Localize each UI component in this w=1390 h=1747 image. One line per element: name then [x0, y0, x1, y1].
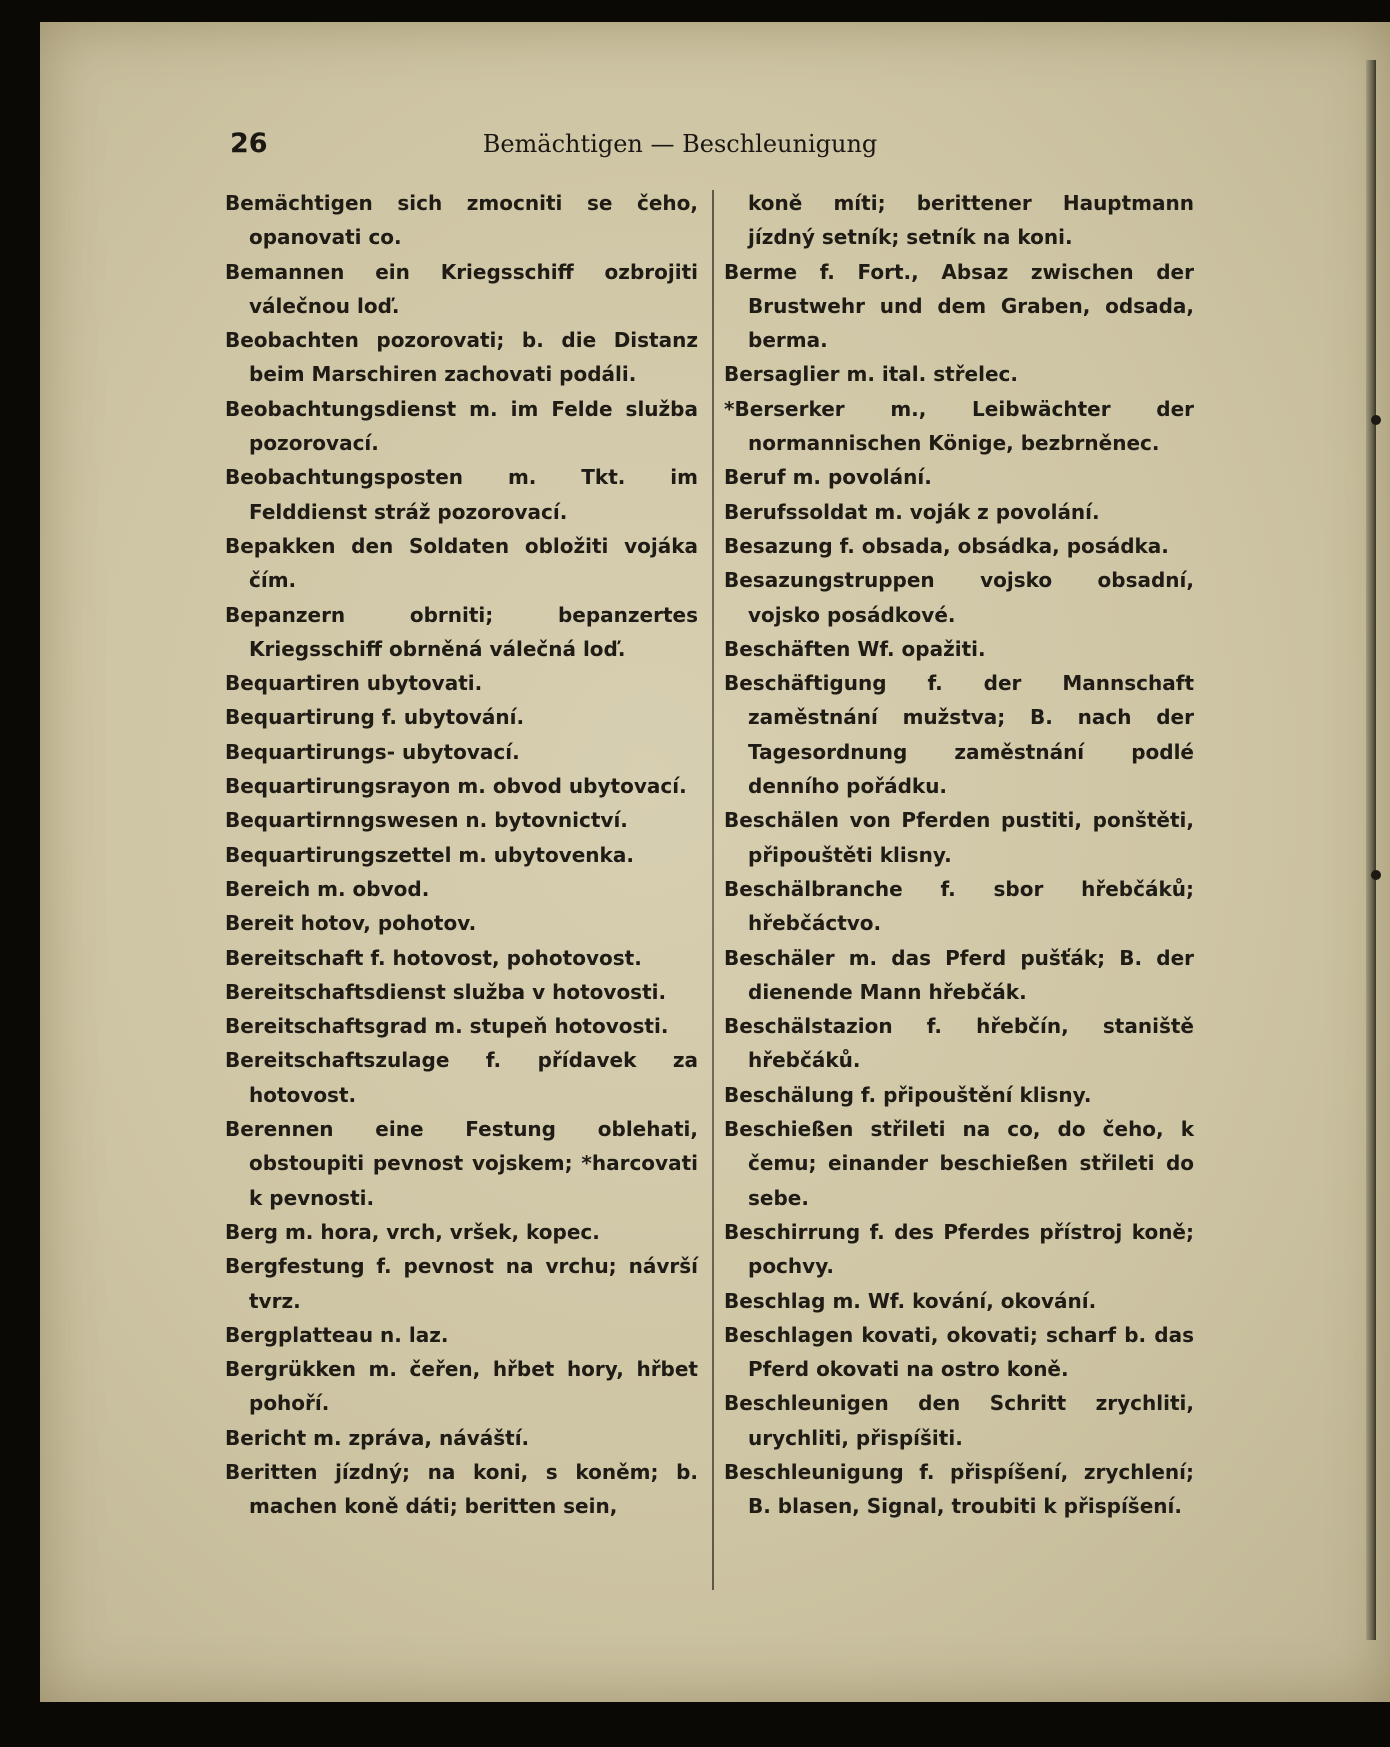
edge-mark-dot — [1371, 870, 1381, 880]
dictionary-entry: Beschälbranche f. sbor hřebčáků; hřebčáctvo. — [724, 876, 1194, 936]
dictionary-entry: Beschäftigung f. der Mannschaft zaměstnání mužstva; B. nach der Tagesordnung zaměstnání podlé denního pořádku. — [724, 671, 1194, 799]
dictionary-entry: Beschäften Wf. opažiti. — [724, 636, 986, 661]
dictionary-entry: Bequartirungs- ubytovací. — [225, 739, 520, 764]
dictionary-entry: Beruf m. povolání. — [724, 465, 932, 490]
dictionary-entry: Bergfestung f. pevnost na vrchu; návrší tvrz. — [225, 1254, 698, 1313]
edge-mark-dot — [1371, 415, 1381, 425]
dictionary-entry: Bequartirungszettel m. ubytovenka. — [225, 842, 634, 867]
dictionary-entry: Beobachtungsdienst m. im Felde služba pozorovací. — [225, 396, 698, 456]
page-edge-binding — [1366, 60, 1376, 1640]
dictionary-entry: Berg m. hora, vrch, vršek, kopec. — [225, 1219, 600, 1244]
dictionary-entry: Beschäler m. das Pferd pušťák; B. der dienende Mann hřebčák. — [724, 945, 1194, 1004]
dictionary-entry: Berufssoldat m. voják z povolání. — [724, 499, 1100, 524]
running-head: Bemächtigen — Beschleunigung — [482, 130, 878, 158]
page-header — [230, 128, 1360, 168]
dictionary-entry: Beschleunigung f. přispíšení, zrychlení; B. blasen, Signal, troubiti k přispíšení. — [724, 1459, 1194, 1519]
dictionary-entry: Beschirrung f. des Pferdes přístroj koně; pochvy. — [724, 1219, 1194, 1279]
dictionary-entry: Bereitschaft f. hotovost, pohotovost. — [225, 945, 642, 970]
dictionary-entry: Bemannen ein Kriegsschiff ozbrojiti válečnou loď. — [225, 259, 698, 318]
dictionary-entry: Beschälung f. připouštění klisny. — [724, 1082, 1092, 1107]
dictionary-entry: Bequartiren ubytovati. — [225, 671, 483, 696]
page-number: 26 — [230, 128, 268, 159]
dictionary-entry: Besazungstruppen vojsko obsadní, vojsko posádkové. — [724, 568, 1194, 627]
dictionary-entry: Beschälen von Pferden pustiti, ponštěti, připouštěti klisny. — [724, 808, 1194, 867]
dictionary-entry: koně míti; berittener Hauptmann jízdný setník; setník na koni. — [748, 191, 1194, 250]
dictionary-entry: Bersaglier m. ital. střelec. — [724, 362, 1018, 387]
dictionary-entry: Bepanzern obrniti; bepanzertes Kriegsschiff obrněná válečná loď. — [225, 602, 698, 661]
dictionary-entry: Bereit hotov, pohotov. — [225, 911, 477, 936]
dictionary-entry: Beschälstazion f. hřebčín, staniště hřebčáků. — [724, 1014, 1194, 1073]
dictionary-entry: Beritten jízdný; na koni, s koněm; b. machen koně dáti; beritten sein, — [225, 1459, 698, 1519]
dictionary-entry: Bequartirungsrayon m. obvod ubytovací. — [225, 774, 687, 799]
dictionary-entry: Berme f. Fort., Absaz zwischen der Brustwehr und dem Graben, odsada, berma. — [724, 259, 1194, 353]
dictionary-entry: Beschlag m. Wf. kování, okování. — [724, 1288, 1097, 1313]
left-column — [225, 186, 698, 1524]
dictionary-entry: Beobachtungsposten m. Tkt. im Felddienst stráž pozorovací. — [225, 465, 698, 524]
dictionary-entry: Bergplatteau n. laz. — [225, 1322, 449, 1347]
dictionary-entry: Beschleunigen den Schritt zrychliti, urychliti, přispíšiti. — [724, 1391, 1194, 1450]
dictionary-entry: Bergrükken m. čeřen, hřbet hory, hřbet pohoří. — [225, 1357, 698, 1416]
dictionary-entry: Beobachten pozorovati; b. die Distanz beim Marschiren zachovati podáli. — [225, 328, 698, 387]
dictionary-entry: Beschießen střileti na co, do čeho, k čemu; einander beschießen střileti do sebe. — [724, 1117, 1194, 1210]
dictionary-entry: Bequartirung f. ubytování. — [225, 705, 525, 730]
dictionary-entry: Besazung f. obsada, obsádka, posádka. — [724, 533, 1169, 558]
dictionary-entry: Bepakken den Soldaten obložiti vojáka čím. — [225, 533, 698, 593]
dictionary-entry: Bereich m. obvod. — [225, 876, 430, 901]
dictionary-entry: Bemächtigen sich zmocniti se čeho, opanovati co. — [225, 191, 698, 250]
dictionary-entry: Bereitschaftsgrad m. stupeň hotovosti. — [225, 1014, 669, 1039]
dictionary-entry: Bericht m. zpráva, náváští. — [225, 1425, 530, 1450]
column-divider — [712, 190, 714, 1590]
dictionary-entry: *Berserker m., Leibwächter der normannischen Könige, bezbrněnec. — [724, 396, 1194, 456]
dictionary-entry: Berennen eine Festung oblehati, obstoupiti pevnost vojskem; *harcovati k pevnosti. — [225, 1117, 698, 1210]
right-column — [724, 186, 1194, 1524]
dictionary-entry: Bereitschaftsdienst služba v hotovosti. — [225, 979, 667, 1004]
dictionary-entry: Bereitschaftszulage f. přídavek za hotovost. — [225, 1048, 698, 1107]
dictionary-entry: Bequartirnngswesen n. bytovnictví. — [225, 808, 628, 833]
dictionary-entry: Beschlagen kovati, okovati; scharf b. das Pferd okovati na ostro koně. — [724, 1322, 1194, 1382]
